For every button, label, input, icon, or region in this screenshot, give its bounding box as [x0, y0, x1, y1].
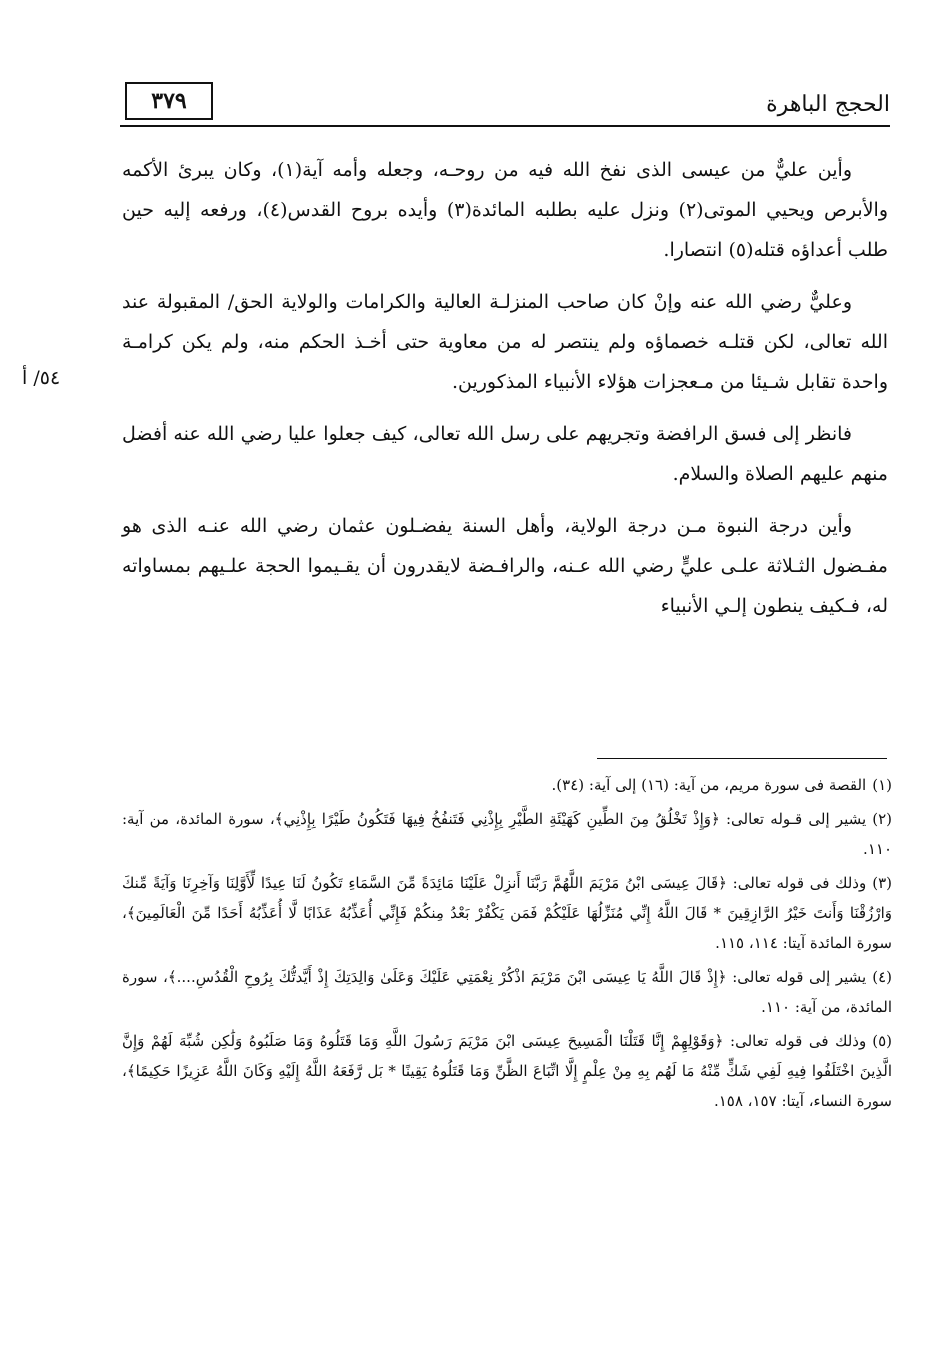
main-text: [122, 150, 888, 638]
footnote-3: [122, 868, 892, 958]
footnote-number: (١): [872, 776, 892, 794]
footnote-1: [122, 770, 892, 800]
footnote-number: (٥): [872, 1032, 892, 1050]
footnote-text: يشير إلى قوله تعالى: ﴿إِذْ قَالَ اللَّهُ يَا عِيسَى ابْنَ مَرْيَمَ اذْكُرْ نِعْمَتِي عَلَيْكَ وَعَلَىٰ وَالِدَتِكَ إِذْ أَيَّدتُّكَ بِرُوحِ الْقُدُسِ....﴾، سورة المائدة، من آية: ١١٠.: [122, 968, 892, 1016]
footnote-text: وذلك فى قوله تعالى: ﴿وَقَوْلِهِمْ إِنَّا قَتَلْنَا الْمَسِيحَ عِيسَى ابْنَ مَرْيَمَ رَسُولَ اللَّهِ وَمَا قَتَلُوهُ وَمَا صَلَبُوهُ وَلَٰكِن شُبِّهَ لَهُمْ وَإِنَّ الَّذِينَ اخْتَلَفُوا فِيهِ لَفِي شَكٍّ مِّنْهُ مَا لَهُم بِهِ مِنْ عِلْمٍ إِلَّا اتِّبَاعَ الظَّنِّ وَمَا قَتَلُوهُ يَقِينًا * بَل رَّفَعَهُ اللَّهُ إِلَيْهِ وَكَانَ اللَّهُ عَزِيزًا حَكِيمًا﴾، سورة النساء، آيتا: ١٥٧، ١٥٨.: [122, 1032, 892, 1110]
footnote-number: (٤): [872, 968, 892, 986]
footnote-5: [122, 1026, 892, 1116]
paragraph-3: فانظر إلى فسق الرافضة وتجريهم على رسل الله تعالى، كيف جعلوا عليا رضي الله عنه أفضل منهم عليهم الصلاة والسلام.: [122, 423, 888, 485]
footnote-text: وذلك فى قوله تعالى: ﴿قَالَ عِيسَى ابْنُ مَرْيَمَ اللَّهُمَّ رَبَّنَا أَنزِلْ عَلَيْنَا مَائِدَةً مِّنَ السَّمَاءِ تَكُونُ لَنَا عِيدًا لِّأَوَّلِنَا وَآخِرِنَا وَآيَةً مِّنكَ وَارْزُقْنَا وَأَنتَ خَيْرُ الرَّازِقِينَ * قَالَ اللَّهُ إِنِّي مُنَزِّلُهَا عَلَيْكُمْ فَمَن يَكْفُرْ بَعْدُ مِنكُمْ فَإِنِّي أُعَذِّبُهُ عَذَابًا لَّا أُعَذِّبُهُ أَحَدًا مِّنَ الْعَالَمِينَ﴾، سورة المائدة آيتا: ١١٤، ١١٥.: [122, 874, 892, 952]
footnote-separator: [597, 758, 887, 759]
paragraph-4: وأين درجة النبوة مـن درجة الولاية، وأهل السنة يفضـلون عثمان رضي الله عنـه الذى هو مفـضول الثـلاثة علـى عليٍّ رضي الله عـنه، والرافـضة لايقدرون أن يقـيموا الحجة علـيهم بمساواته له، فـكيف ينطون إلـي الأنبياء: [122, 515, 888, 617]
header-rule: [120, 125, 890, 127]
paragraph-1: وأين عليٌّ من عيسى الذى نفخ الله فيه من روحـه، وجعله وأمه آية(١)، وكان يبرئ الأكمه والأبرص ويحيي الموتى(٢) ونزل عليه بطلبه المائدة(٣) وأيده بروح القدس(٤)، ورفعه إليه حين طلب أعداؤه قتله(٥) انتصارا.: [122, 159, 888, 261]
paragraph-2: وعليٌّ رضي الله عنه وإنْ كان صاحب المنزلـة العالية والكرامات والولاية الحق/ المقبولة عند الله تعالى، لكن قتلـه خصماؤه ولم ينتصر له من معاوية حتى أخـذ الحكم منه، ولم يكن كرامـة واحدة تقابل شـيئا من مـعجزات هؤلاء الأنبياء المذكورين.: [122, 291, 888, 393]
footnote-number: (٣): [872, 874, 892, 892]
margin-folio-note: ٥٤/ أ: [22, 367, 61, 389]
footnote-4: [122, 962, 892, 1022]
footnote-2: [122, 804, 892, 864]
page-header: [120, 80, 890, 130]
footnote-text: يشير إلى قـوله تعالى: ﴿وَإِذْ تَخْلُقُ مِنَ الطِّينِ كَهَيْئَةِ الطَّيْرِ بِإِذْنِي فَتَنفُخُ فِيهَا فَتَكُونُ طَيْرًا بِإِذْنِي﴾، سورة المائدة، من آية: ١١٠.: [122, 810, 892, 858]
footnote-number: (٢): [872, 810, 892, 828]
footnote-text: القصة فى سورة مريم، من آية: (١٦) إلى آية: (٣٤).: [551, 776, 867, 794]
page-number: ٣٧٩: [125, 82, 213, 120]
running-title: الحجج الباهرة: [766, 92, 890, 117]
footnotes: [122, 770, 892, 1120]
